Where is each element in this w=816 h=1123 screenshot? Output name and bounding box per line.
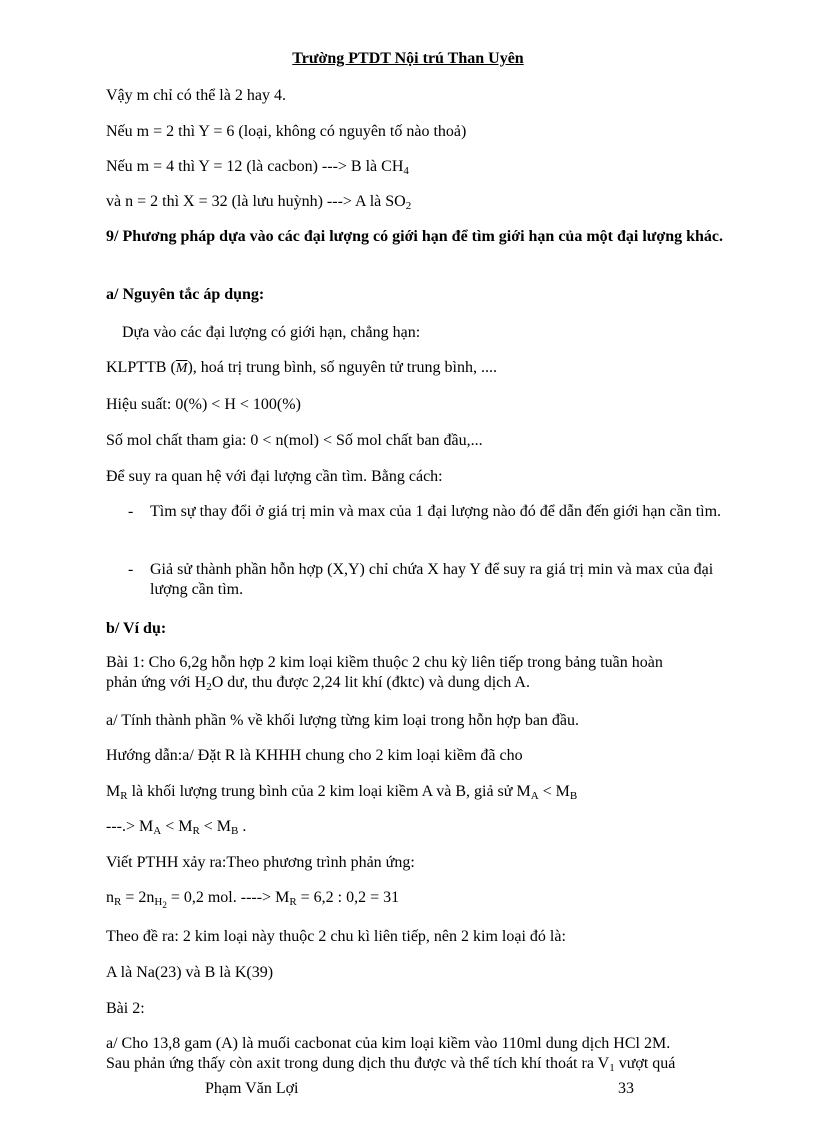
line-limits-intro: Dựa vào các đại lượng có giới hạn, chẳng hạn: (122, 324, 421, 341)
nr-s2b: 2 (162, 900, 167, 910)
bai1-text-1: phản ứng với H (106, 674, 207, 691)
bai2-text-2: vượt quá (614, 1055, 676, 1072)
line-answer-ab: A là Na(23) và B là K(39) (106, 964, 274, 981)
bullet-mark: - (128, 503, 134, 520)
bullet-text-1: Tìm sự thay đổi ở giá trị min và max của 1 đại lượng nào đó để dẫn đến giới hạn cần tìm. (150, 503, 722, 520)
line-m-4-text: Nếu m = 4 thì Y = 12 (là cacbon) ---> B là CH (106, 158, 404, 175)
line-m-4 (106, 156, 756, 178)
mr-s2: A (530, 790, 539, 802)
nr-p4: = 6,2 : 0,2 = 31 (296, 889, 400, 906)
line-nr (106, 887, 756, 909)
nr-s1: R (114, 896, 122, 908)
page-number: 33 (618, 1080, 634, 1097)
ineq-s3: B (231, 825, 239, 837)
line-n-2-text: và n = 2 thì X = 32 (là lưu huỳnh) ---> A là SO (106, 193, 406, 210)
bai2-line-1: a/ Cho 13,8 gam (A) là muối cacbonat của kim loại kiềm vào 110ml dung dịch HCl 2M. (106, 1035, 671, 1052)
ineq-p4: . (238, 818, 247, 835)
bai2-text-1: Sau phản ứng thấy còn axit trong dung dịch thu được và thể tích khí thoát ra V (106, 1055, 610, 1072)
footer-author: Phạm Văn Lợi (205, 1080, 299, 1097)
nr-s2: H (154, 896, 163, 908)
mr-s1: R (120, 790, 128, 802)
line-m-value: Vậy m chỉ có thể là 2 hay 4. (106, 87, 286, 104)
page-header: Trường PTDT Nội trú Than Uyên (292, 50, 524, 67)
v1-subscript: 1 (609, 1062, 615, 1074)
line-m-2: Nếu m = 2 thì Y = 6 (loại, không có nguyên tố nào thoả) (106, 123, 467, 140)
bai1-line-1: Bài 1: Cho 6,2g hỗn hợp 2 kim loại kiềm thuộc 2 chu kỳ liên tiếp trong bảng tuần hoàn (106, 654, 663, 671)
nr-s3: R (289, 896, 297, 908)
mr-s3: B (569, 790, 578, 802)
guide-line: Hướng dẫn:a/ Đặt R là KHHH chung cho 2 kim loại kiềm đã cho (106, 747, 523, 764)
line-klpttb (106, 357, 756, 380)
nr-p3: = 0,2 mol. ----> M (166, 889, 290, 906)
klpttb-text-1: KLPTTB ( (106, 359, 176, 376)
bai1-text-2: O dư, thu được 2,24 lit khí (đktc) và dung dịch A. (211, 674, 530, 691)
bullet-text-2: Giả sử thành phần hỗn hợp (X,Y) chỉ chứa X hay Y để suy ra giá trị min và max của đại lượng cần tìm. (150, 561, 714, 598)
so2-subscript: 2 (405, 200, 412, 212)
ineq-p3: < M (199, 818, 232, 835)
section-9-heading: 9/ Phương pháp dựa vào các đại lượng có giới hạn để tìm giới hạn của một đại lượng khác. (106, 228, 724, 245)
h2o-subscript: 2 (206, 681, 212, 693)
bullet-mark: - (128, 561, 134, 578)
ch4-subscript: 4 (403, 165, 409, 177)
line-mr (106, 781, 756, 803)
bai2-line-2 (106, 1054, 756, 1074)
question-a: a/ Tính thành phần % về khối lượng từng kim loại trong hỗn hợp ban đầu. (106, 712, 580, 729)
bai2-title: Bài 2: (106, 1000, 145, 1017)
mr-p1: M (106, 783, 121, 800)
line-suy-ra: Để suy ra quan hệ với đại lượng cần tìm. Bằng cách: (106, 468, 443, 485)
mr-p3: < M (538, 783, 570, 800)
klpttb-text-2: ), hoá trị trung bình, số nguyên tử trung bình, .... (187, 359, 497, 376)
line-hieu-suat: Hiệu suất: 0(%) < H < 100(%) (106, 396, 301, 413)
ineq-p1: ---.> M (106, 818, 154, 835)
ineq-s2: R (192, 825, 200, 837)
mr-p2: là khối lượng trung bình của 2 kim loại kiềm A và B, giả sử M (127, 783, 531, 800)
line-viet-pthh: Viết PTHH xảy ra:Theo phương trình phản ứng: (106, 854, 415, 871)
section-a-heading: a/ Nguyên tắc áp dụng: (106, 286, 265, 303)
nr-p1: n (106, 889, 114, 906)
m-bar-symbol: $\overline{M}$ (175, 361, 188, 376)
nr-s2-group (154, 896, 166, 908)
ineq-s1: A (153, 825, 162, 837)
line-inequality (106, 816, 756, 838)
nr-p2: = 2n (121, 889, 155, 906)
ineq-p2: < M (161, 818, 193, 835)
line-so-mol: Số mol chất tham gia: 0 < n(mol) < Số mol chất ban đầu,... (106, 432, 483, 449)
line-n-2 (106, 191, 756, 213)
section-b-heading: b/ Ví dụ: (106, 620, 167, 637)
line-theo-de: Theo đề ra: 2 kim loại này thuộc 2 chu kì liên tiếp, nên 2 kim loại đó là: (106, 928, 566, 945)
bai1-line-2 (106, 673, 756, 693)
